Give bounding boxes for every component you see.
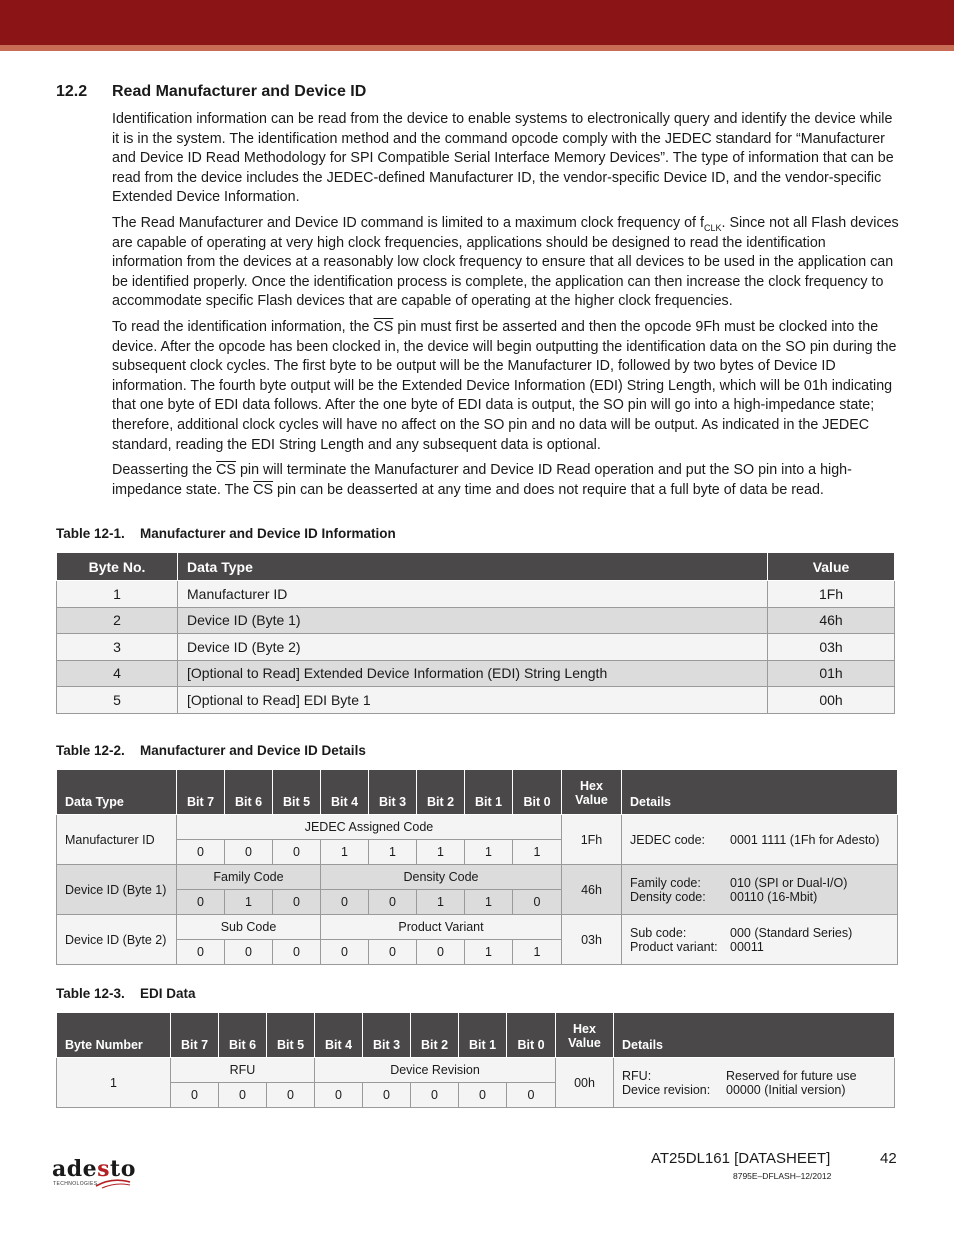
col-header: Bit 0 bbox=[507, 1013, 556, 1058]
bit-group-label: JEDEC Assigned Code bbox=[177, 815, 562, 840]
col-header: Bit 2 bbox=[411, 1013, 459, 1058]
col-header: Bit 6 bbox=[225, 770, 273, 815]
bit-group-label: Family Code bbox=[177, 865, 321, 890]
bit-group-label: Device Revision bbox=[315, 1058, 556, 1083]
col-header: Bit 4 bbox=[315, 1013, 363, 1058]
paragraph-1: Identification information can be read from the device to enable systems to electronically query and identify the device while it is in the system. The identification method and the command opcode comply with the JEDEC standard for “Manufacturer and Device ID Read Methodology for SPI Compatible Serial Interface Memory Devices”. The type of information that can be read from the device includes the JEDEC-defined Manufacturer ID, the vendor-specific Device ID, and the vendor-specific Extended Device Information. bbox=[112, 111, 894, 206]
cs-signal: $\overline{CS}$ bbox=[373, 318, 394, 335]
bit-group-label: Density Code bbox=[321, 865, 562, 890]
table-row: Device ID (Byte 2) Sub Code Product Variant 03h Sub code: 000 (Standard Series) Product variant: 00011 bbox=[57, 915, 898, 940]
adesto-logo bbox=[52, 1155, 136, 1194]
table-manufacturer-device-id-info bbox=[56, 552, 895, 714]
col-header: Details bbox=[622, 770, 898, 815]
paragraph-3: To read the identification information, the $\overline{CS}$ pin must first be asserted and then the opcode 9Fh must be clocked into the device. After the opcode has been clocked in, the device will begin outputting the identification data on the SO pin during the subsequent clock cycles. The first byte to be output will be the Manufacturer ID, followed by two bytes of Device ID information. The fourth byte output will be the Extended Device Information (EDI) String Length, which will be 01h indicating that one byte of EDI data follows. After the one byte of EDI data is output, the SO pin will go into a high-impedance state; therefore, additional clock cycles will have no affect on the SO pin and no data will be output. As indicated in the JEDEC standard, reading the EDI String Length and any subsequent data is optional. bbox=[112, 318, 897, 453]
col-header: Bit 7 bbox=[177, 770, 225, 815]
details-cell: RFU: Reserved for future use Device revision: 00000 (Initial version) bbox=[614, 1058, 895, 1108]
table-row: 0 0 0 0 0 0 0 0 bbox=[57, 1083, 895, 1108]
bit-group-label: Sub Code bbox=[177, 915, 321, 940]
col-header: Byte Number bbox=[57, 1013, 171, 1058]
table-row: 4 [Optional to Read] Extended Device Information (EDI) String Length 01h bbox=[57, 660, 895, 687]
col-header: Data Type bbox=[178, 553, 768, 581]
col-header: Hex Value bbox=[556, 1013, 614, 1058]
col-header: Value bbox=[768, 553, 895, 581]
cs-signal: $\overline{CS}$ bbox=[216, 462, 236, 479]
table-row: Manufacturer ID JEDEC Assigned Code 1Fh JEDEC code: 0001 1111 (1Fh for Adesto) bbox=[57, 815, 898, 840]
section-number: 12.2 bbox=[56, 83, 88, 100]
page-number: 42 bbox=[880, 1150, 897, 1167]
col-header: Bit 5 bbox=[267, 1013, 315, 1058]
section-title: Read Manufacturer and Device ID bbox=[112, 83, 367, 100]
col-header: Bit 6 bbox=[219, 1013, 267, 1058]
col-header: Data Type bbox=[57, 770, 177, 815]
col-header: Bit 0 bbox=[513, 770, 562, 815]
col-header: Bit 3 bbox=[369, 770, 417, 815]
adesto-logo-icon bbox=[52, 1155, 136, 1189]
paragraph-4: Deasserting the $\overline{CS}$ pin will terminate the Manufacturer and Device ID Read operation and put the SO pin into a high-impedance state. The $\overline{CS}$ pin can be deasserted at any time and does not require that a full byte of data be read. bbox=[112, 462, 852, 498]
footer-doc-id: 8795E–DFLASH–12/2012 bbox=[733, 1171, 832, 1181]
table-row: 1 Manufacturer ID 1Fh bbox=[57, 581, 895, 608]
paragraph-2: The Read Manufacturer and Device ID command is limited to a maximum clock frequency of $f_{CLK}$. Since not all Flash devices are capable of operating at very high clock frequencies, applications should be designed to read the identification information from the devices at a reasonably low clock frequency to ensure that all devices to be used in the application can be identified properly. Once the identification process is complete, the application can then increase the clock frequency to accommodate specific Flash devices that are capable of operating at the higher clock frequencies. bbox=[112, 214, 899, 310]
table-row: 0 1 0 0 0 1 1 0 bbox=[57, 890, 898, 915]
svg-text:adesto: adesto bbox=[52, 1156, 136, 1182]
table-edi-data bbox=[56, 1012, 895, 1108]
details-cell: Family code: 010 (SPI or Dual-I/O) Density code: 00110 (16-Mbit) bbox=[622, 865, 898, 915]
table-row: 2 Device ID (Byte 1) 46h bbox=[57, 607, 895, 634]
body-text bbox=[112, 110, 900, 506]
bit-group-label: Product Variant bbox=[321, 915, 562, 940]
col-header: Byte No. bbox=[57, 553, 178, 581]
table-manufacturer-device-id-details bbox=[56, 769, 898, 965]
details-cell: JEDEC code: 0001 1111 (1Fh for Adesto) bbox=[622, 815, 898, 865]
col-header: Bit 1 bbox=[459, 1013, 507, 1058]
col-header: Bit 4 bbox=[321, 770, 369, 815]
table1-caption: Table 12-1. Manufacturer and Device ID Information bbox=[56, 526, 396, 541]
col-header: Bit 1 bbox=[465, 770, 513, 815]
header-bar bbox=[0, 0, 954, 45]
bit-group-label: RFU bbox=[171, 1058, 315, 1083]
col-header: Bit 5 bbox=[273, 770, 321, 815]
col-header: Bit 2 bbox=[417, 770, 465, 815]
table-row: 1 RFU Device Revision 00h RFU: Reserved for future use Device revision: 00000 (Initial version) bbox=[57, 1058, 895, 1083]
table3-caption: Table 12-3. EDI Data bbox=[56, 986, 196, 1001]
table-row: 0 0 0 1 1 1 1 1 bbox=[57, 840, 898, 865]
svg-text:TECHNOLOGIES: TECHNOLOGIES bbox=[53, 1181, 98, 1187]
table-row: 5 [Optional to Read] EDI Byte 1 00h bbox=[57, 687, 895, 714]
col-header: Bit 7 bbox=[171, 1013, 219, 1058]
col-header: Details bbox=[614, 1013, 895, 1058]
col-header: Bit 3 bbox=[363, 1013, 411, 1058]
table-row: 3 Device ID (Byte 2) 03h bbox=[57, 634, 895, 661]
cs-signal: $\overline{CS}$ bbox=[253, 481, 274, 498]
table-row: Device ID (Byte 1) Family Code Density Code 46h Family code: 010 (SPI or Dual-I/O) Density code: 00110 (16-Mbit) bbox=[57, 865, 898, 890]
footer-doc-title: AT25DL161 [DATASHEET] bbox=[651, 1150, 831, 1167]
table2-caption: Table 12-2. Manufacturer and Device ID Details bbox=[56, 743, 366, 758]
details-cell: Sub code: 000 (Standard Series) Product variant: 00011 bbox=[622, 915, 898, 965]
table-row: 0 0 0 0 0 0 1 1 bbox=[57, 940, 898, 965]
col-header: Hex Value bbox=[562, 770, 622, 815]
header-stripe bbox=[0, 45, 954, 51]
